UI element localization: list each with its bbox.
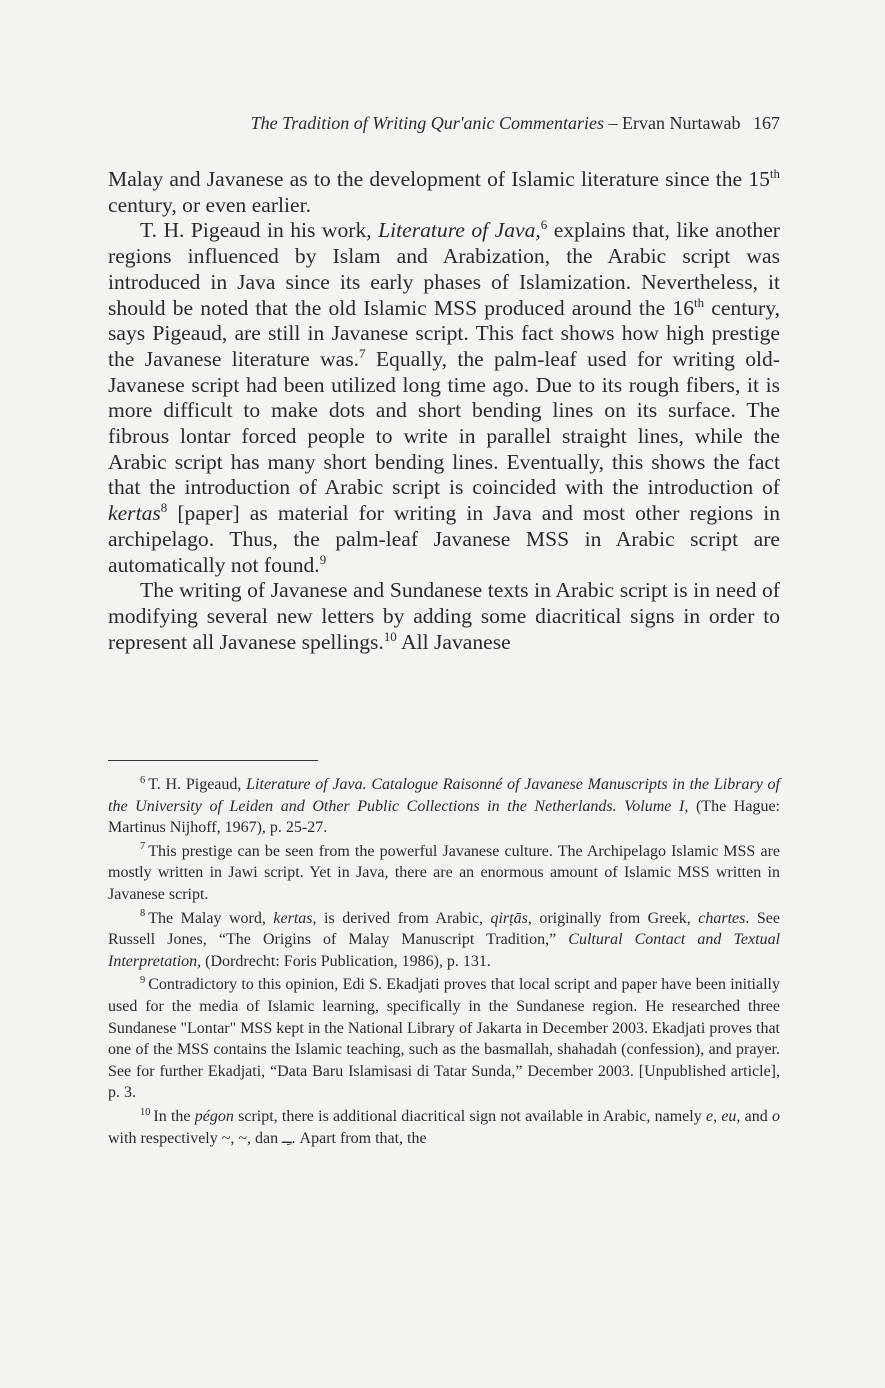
footnote-separator (108, 760, 318, 761)
paragraph-3: The writing of Javanese and Sundanese texts in Arabic script is in need of modifying several new letters by adding some diacritical signs in order to represent all Javanese spellings.$^{10}$ All Javanese (108, 578, 780, 654)
page-number: 167 (753, 113, 780, 133)
main-text (108, 167, 780, 655)
running-header-title: The Tradition of Writing Qur'anic Commentaries (250, 113, 605, 133)
running-header (108, 110, 780, 136)
footnote-10: $^{10}$ In the pégon script, there is additional diacritical sign not available in Arabic, namely e, eu, and o with respectively ~, ~, dan ـِـ. Apart from that, the (108, 1106, 781, 1147)
footnote-9: $^9$ Contradictory to this opinion, Edi S. Ekadjati proves that local script and paper have been initially used for the media of Islamic learning, specifically in the Sundanese region. He researched three Sundanese "Lontar" MSS kept in the National Library of Jakarta in December 2003. Ekadjati proves that one of the MSS contains the Islamic teaching, such as the basmallah, shahadah (confession), and prayer. See for further Ekadjati, “Data Baru Islamisasi di Tatar Sunda,” December 2003. [Unpublished article], p. 3. (108, 975, 780, 1102)
footnote-ref-9: 9 (319, 551, 327, 567)
footnote-ref-7: 7 (359, 345, 366, 361)
paragraph-2: T. H. Pigeaud in his work, Literature of Java,$^6$ explains that, like another regions influenced by Islam and Arabization, the Arabic script was introduced in Java since its early phases of Islamization. Nevertheless, it should be noted that the old Islamic MSS produced around the 16th century, says Pigeaud, are still in Javanese script. This fact shows how high prestige the Javanese literature was.$^7$ Equally, the palm-leaf used for writing old-Javanese script had been utilized long time ago. Due to its rough fibers, it is more difficult to make dots and short bending lines on its surface. The fibrous lontar forced people to write in parallel straight lines, while the Arabic script has many short bending lines. Eventually, this shows the fact that the introduction of Arabic script is coincided with the introduction of kertas$^8$ [paper] as material for writing in Java and most other regions in archipelago. Thus, the palm-leaf Javanese MSS in Arabic script are automatically not found.$^9$ (108, 217, 780, 577)
footnotes (108, 774, 780, 1151)
arabic-diacritic-glyph: ـِـ (282, 1129, 292, 1147)
footnote-6: $^6$ T. H. Pigeaud, Literature of Java. Catalogue Raisonné of Javanese Manuscripts in the Library of the University of Leiden and Other Public Collections in the Netherlands. Volume I, (The Hague: Martinus Nijhoff, 1967), p. 25-27. (108, 774, 781, 837)
paragraph-1: Malay and Javanese as to the development of Islamic literature since the 15th century, or even earlier. (108, 165, 780, 217)
footnote-7: $^7$ This prestige can be seen from the powerful Javanese culture. The Archipelago Islamic MSS are mostly written in Jawi script. Yet in Java, there are an enormous amount of Islamic MSS written in Javanese script. (108, 841, 780, 903)
footnote-ref-6: 6 (540, 217, 548, 233)
footnote-ref-10: 10 (383, 628, 397, 644)
footnote-ref-8: 8 (160, 499, 168, 515)
footnote-8: $^8$ The Malay word, kertas, is derived from Arabic, qirṭās, originally from Greek, chartes. See Russell Jones, “The Origins of Malay Manuscript Tradition,” Cultural Contact and Textual Interpretation, (Dordrecht: Foris Publication, 1986), p. 131. (108, 908, 781, 970)
running-header-author: – Ervan Nurtawab (608, 113, 741, 133)
